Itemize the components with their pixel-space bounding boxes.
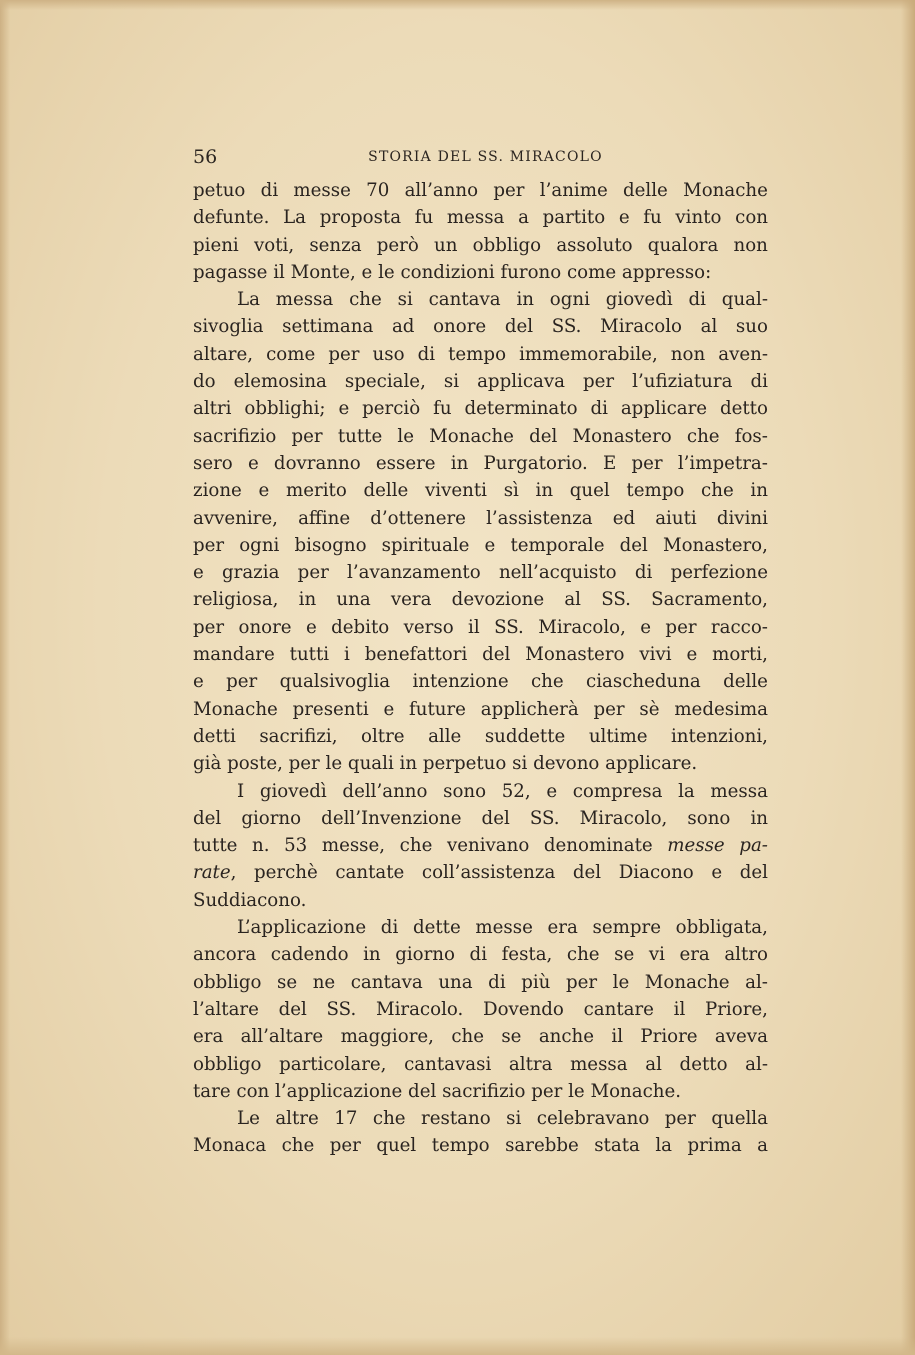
text-line: per ogni bisogno spirituale e temporale del Monastero, — [193, 534, 768, 556]
text-line: ancora cadendo in giorno di festa, che se vi era altro — [193, 944, 768, 966]
text-line: tare con l’applicazione del sacrifizio per le Monache. — [193, 1080, 682, 1102]
text-line: Suddiacono. — [193, 889, 307, 911]
page-header — [193, 146, 768, 170]
text-line: del giorno dell’Invenzione del SS. Miracolo, sono in — [193, 807, 768, 829]
text-line: avvenire, affine d’ottenere l’assistenza ed aiuti divini — [193, 507, 768, 529]
text-line: tutte n. 53 messe, che venivano denominate messe pa- — [193, 835, 768, 857]
text-line: obbligo se ne cantava una di più per le Monache al- — [193, 971, 768, 993]
text-line: obbligo particolare, cantavasi altra messa al detto al- — [193, 1053, 768, 1075]
text-line: pagasse il Monte, e le condizioni furono come appresso: — [193, 261, 712, 283]
text-line: l’altare del SS. Miracolo. Dovendo cantare il Priore, — [193, 998, 768, 1020]
text-line: altri obblighi; e perciò fu determinato di applicare detto — [193, 398, 768, 420]
text-line: mandare tutti i benefattori del Monastero vivi e morti, — [193, 644, 768, 666]
text-line: zione e merito delle viventi sì in quel tempo che in — [193, 480, 768, 502]
text-line: do elemosina speciale, si applicava per l’ufiziatura di — [193, 371, 768, 393]
text-line: Le altre 17 che restano si celebravano per quella — [237, 1108, 768, 1130]
text-line: L’applicazione di dette messe era sempre obbligata, — [237, 917, 768, 939]
text-line: per onore e debito verso il SS. Miracolo, e per racco- — [193, 616, 768, 638]
text-line: e per qualsivoglia intenzione che ciascheduna delle — [193, 671, 768, 693]
text-line: e grazia per l’avanzamento nell’acquisto di perfezione — [193, 562, 768, 584]
text-line: Monaca che per quel tempo sarebbe stata la prima a — [193, 1135, 768, 1157]
text-line: La messa che si cantava in ogni giovedì di qual- — [237, 289, 768, 311]
text-line: sacrifizio per tutte le Monache del Monastero che fos- — [193, 425, 768, 447]
text-line: defunte. La proposta fu messa a partito e fu vinto con — [193, 207, 768, 229]
text-line: già poste, per le quali in perpetuo si devono applicare. — [193, 753, 698, 775]
page-edge-top — [0, 0, 915, 10]
text-line: sivoglia settimana ad onore del SS. Miracolo al suo — [193, 316, 768, 338]
text-line: Monache presenti e future applicherà per sè medesima — [193, 698, 768, 720]
body-text — [193, 177, 768, 1160]
text-line: I giovedì dell’anno sono 52, e compresa la messa — [237, 780, 768, 802]
page-edge-right — [901, 0, 915, 1355]
page-number: 56 — [193, 146, 218, 168]
page-edge-bottom — [0, 1337, 915, 1355]
text-line: pieni voti, senza però un obbligo assoluto qualora non — [193, 234, 768, 256]
page-edge-left — [0, 0, 10, 1355]
text-line: rate, perchè cantate coll’assistenza del Diacono e del — [193, 862, 768, 884]
running-title: STORIA DEL SS. MIRACOLO — [368, 149, 603, 165]
text-line: detti sacrifizi, oltre alle suddette ultime intenzioni, — [193, 725, 768, 747]
text-line: era all’altare maggiore, che se anche il Priore aveva — [193, 1026, 768, 1048]
text-line: sero e dovranno essere in Purgatorio. E per l’impetra- — [193, 452, 768, 474]
text-line: altare, come per uso di tempo immemorabile, non aven- — [193, 343, 768, 365]
text-line: religiosa, in una vera devozione al SS. Sacramento, — [193, 589, 768, 611]
text-line: petuo di messe 70 all’anno per l’anime delle Monache — [193, 180, 768, 201]
